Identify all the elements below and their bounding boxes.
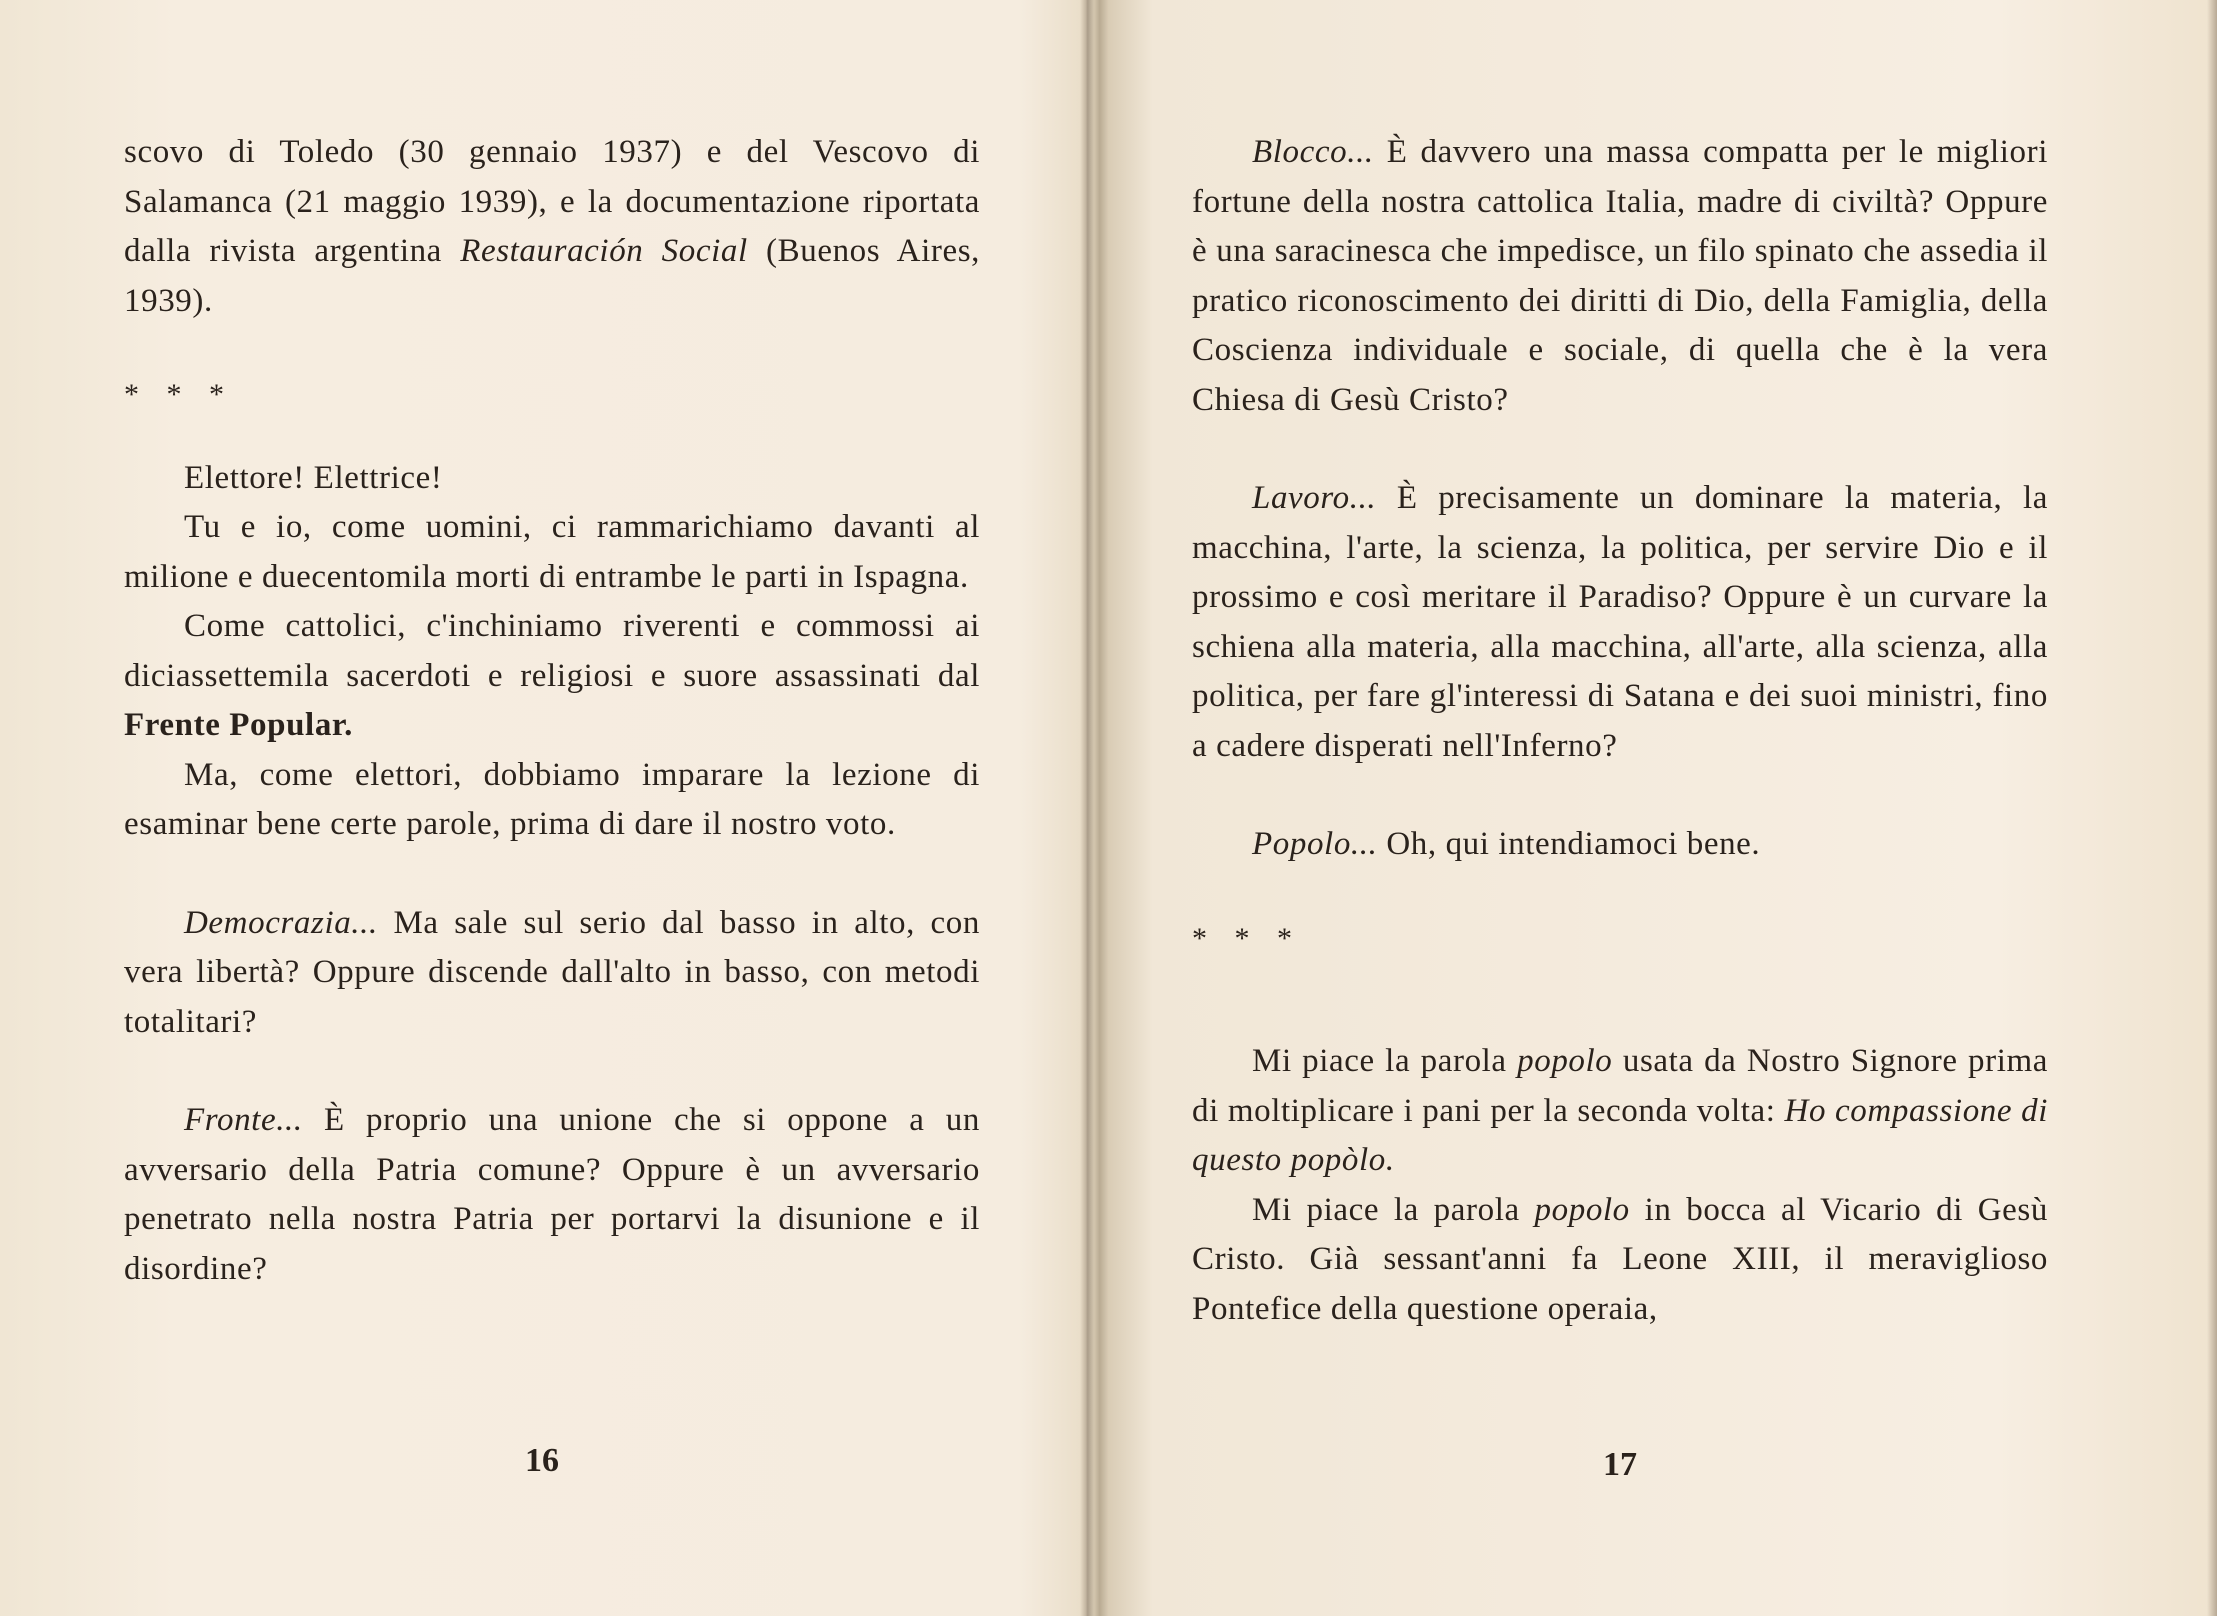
- right-page: [1090, 0, 2217, 1616]
- paragraph: [1192, 820, 2048, 870]
- paragraph-text: È davvero una massa compatta per le migliori fortune della nostra cattolica Italia, madre di civiltà? Oppure è una saracinesca che impedisce, un filo spinato che assedia il pratico riconoscimento dei diritti di Dio, della Famiglia, della Coscienza individuale e sociale, di quella che è la vera Chiesa di Gesù Cristo?: [1192, 134, 2048, 418]
- paragraph: [124, 128, 980, 326]
- paragraph-text: usata da Nostro Signore prima di moltiplicare i pani per la seconda volta:: [1192, 1043, 2048, 1129]
- italic-keyword: Democrazia...: [184, 904, 378, 941]
- paragraph-text: Come cattolici, c'inchiniamo riverenti e commossi ai diciassettemila sacerdoti e religiosi e suore assassinati dal: [124, 608, 980, 694]
- paragraph: Tu e io, come uomini, ci rammarichiamo davanti al milione e duecentomila morti di entrambe le parti in Ispagna.: [124, 509, 980, 595]
- italic-keyword: Lavoro...: [1252, 480, 1377, 516]
- paragraph-text: È proprio una unione che si oppone a un avversario della Patria comune? Oppure è un avversario penetrato nella nostra Patria per portarvi la disunione e il disordine?: [124, 1102, 981, 1287]
- paragraph: Elettore! Elettrice!: [184, 459, 443, 496]
- italic-keyword: Blocco...: [1252, 134, 1374, 170]
- paragraph-text: in bocca al Vicario di Gesù Cristo. Già sessant'anni fa Leone XIII, il meraviglioso Pontefice della questione operaia,: [1192, 1191, 2048, 1327]
- paragraph: [124, 602, 980, 751]
- paragraph: [124, 1096, 980, 1294]
- section-separator: * * *: [124, 378, 234, 411]
- paragraph: [1192, 474, 2048, 771]
- italic-word: popolo: [1534, 1191, 1630, 1228]
- page-number: 17: [1603, 1446, 1637, 1483]
- section-separator: * * *: [1192, 921, 1302, 955]
- paragraph: Ma, come elettori, dobbiamo imparare la lezione di esaminar bene certe parole, prima di dare il nostro voto.: [124, 756, 980, 842]
- bold-term: Frente Popular.: [124, 707, 353, 743]
- paragraph: [1192, 1037, 2048, 1186]
- italic-keyword: Popolo...: [1252, 826, 1378, 862]
- paragraph-text: (Buenos Aires, 1939).: [124, 233, 980, 319]
- paragraph-text: Mi piace la parola: [1252, 1043, 1507, 1079]
- italic-word: popolo: [1517, 1043, 1613, 1079]
- italic-keyword: Fronte...: [184, 1102, 303, 1138]
- italic-quote: Ho compassione di questo popòlo.: [1192, 1092, 2048, 1178]
- paragraph: [124, 899, 980, 1048]
- paragraph-text: scovo di Toledo (30 gennaio 1937) e del Vescovo di Salamanca (21 maggio 1939), e la documentazione riportata dalla rivista argentina: [124, 134, 980, 269]
- italic-title: Restauración Social: [460, 233, 748, 269]
- paragraph-text: Mi piace la parola: [1252, 1191, 1520, 1228]
- page-edge-shadow: [2207, 0, 2217, 1616]
- paragraph: [1192, 1186, 2048, 1335]
- book-gutter: [1080, 0, 1094, 1616]
- page-number: 16: [525, 1442, 559, 1479]
- paragraph: [1192, 128, 2048, 425]
- left-page: [0, 0, 1088, 1616]
- right-page-body: [1192, 128, 2048, 1334]
- paragraph-text: È precisamente un dominare la materia, la macchina, l'arte, la scienza, la politica, per servire Dio e il prossimo e così meritare il Paradiso? Oppure è un curvare la schiena alla materia, alla macchina, all'arte, alla scienza, alla politica, per fare gl'interessi di Satana e dei suoi ministri, fino a cadere disperati nell'Inferno?: [1192, 480, 2048, 764]
- left-page-body: [124, 128, 980, 1294]
- paragraph-text: Oh, qui intendiamoci bene.: [1386, 826, 1761, 862]
- paragraph-text: Ma sale sul serio dal basso in alto, con vera libertà? Oppure discende dall'alto in basso, con metodi totalitari?: [124, 904, 980, 1040]
